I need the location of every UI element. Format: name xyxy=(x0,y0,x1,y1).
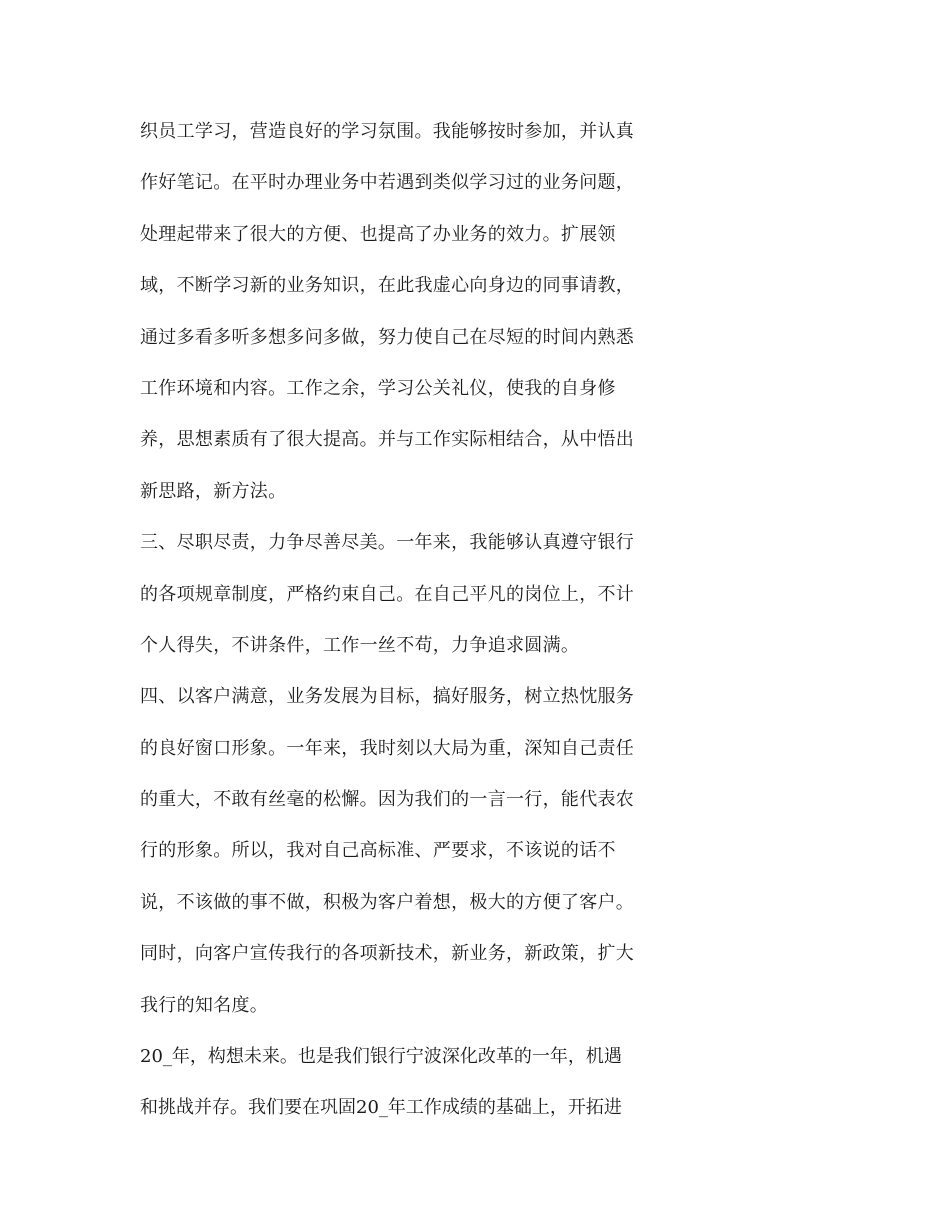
text-line: 作好笔记。在平时办理业务中若遇到类似学习过的业务问题， xyxy=(140,172,635,194)
text-line: 说，不该做的事不做，积极为客户着想，极大的方便了客户。 xyxy=(140,891,635,913)
text-line: 域，不断学习新的业务知识，在此我虚心向身边的同事请教， xyxy=(140,275,635,297)
text-line: 处理起带来了很大的方便、也提高了办业务的效力。扩展领 xyxy=(140,223,616,245)
text-line: 工作环境和内容。工作之余，学习公关礼仪，使我的自身修 xyxy=(140,377,616,399)
text-line: 三、尽职尽责，力争尽善尽美。一年来，我能够认真遵守银行 xyxy=(140,532,635,554)
body-text xyxy=(140,112,820,1140)
text-line: 个人得失，不讲条件，工作一丝不苟，力争追求圆满。 xyxy=(140,634,580,656)
text-line: 通过多看多听多想多问多做，努力使自己在尽短的时间内熟悉 xyxy=(140,326,635,348)
text-line: 的各项规章制度，严格约束自己。在自己平凡的岗位上，不计 xyxy=(140,583,635,605)
text-line: 养，思想素质有了很大提高。并与工作实际相结合，从中悟出 xyxy=(140,429,635,451)
text-line: 的良好窗口形象。一年来，我时刻以大局为重，深知自己责任 xyxy=(140,737,635,759)
text-line: 四、以客户满意，业务发展为目标，搞好服务，树立热忱服务 xyxy=(140,686,635,708)
text-line: 和挑战并存。我们要在巩固20_年工作成绩的基础上，开拓进 xyxy=(140,1097,622,1119)
text-line: 我行的知名度。 xyxy=(140,994,269,1016)
text-line: 20_年，构想未来。也是我们银行宁波深化改革的一年，机遇 xyxy=(140,1046,622,1068)
text-line: 的重大，不敢有丝毫的松懈。因为我们的一言一行，能代表农 xyxy=(140,789,635,811)
text-line: 同时，向客户宣传我行的各项新技术，新业务，新政策，扩大 xyxy=(140,943,635,965)
text-line: 行的形象。所以，我对自己高标准、严要求，不该说的话不 xyxy=(140,840,616,862)
text-line: 织员工学习，营造良好的学习氛围。我能够按时参加，并认真 xyxy=(140,121,635,142)
text-line: 新思路，新方法。 xyxy=(140,480,287,502)
